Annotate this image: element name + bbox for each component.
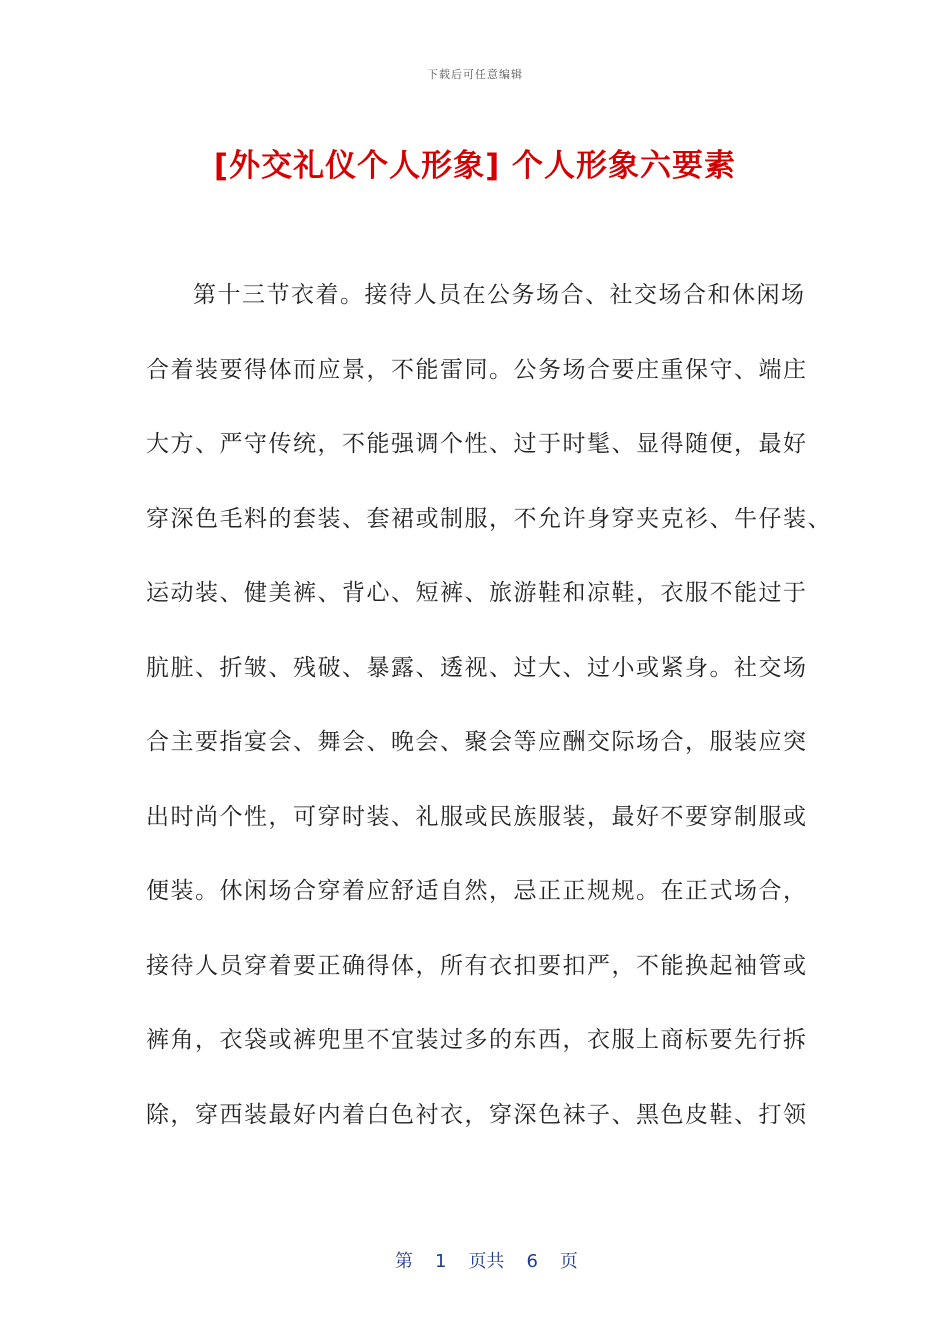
footer-prefix: 第 (394, 1251, 413, 1272)
body-line: 第十三节衣着。接待人员在公务场合、社交场合和休闲场 (193, 282, 806, 308)
body-line: 出时尚个性，可穿时装、礼服或民族服装，最好不要穿制服或 (146, 803, 808, 830)
body-line: 接待人员穿着要正确得体，所有衣扣要扣严，不能换起袖管或 (146, 952, 808, 979)
document-body (146, 275, 832, 1169)
body-line: 合着装要得体而应景，不能雷同。公务场合要庄重保守、端庄 (146, 356, 808, 383)
footer-middle: 页共 (468, 1251, 505, 1272)
footer-suffix: 页 (559, 1251, 578, 1272)
body-line: 大方、严守传统，不能强调个性、过于时髦、显得随便，最好 (146, 431, 808, 457)
body-line: 运动装、健美裤、背心、短裤、旅游鞋和凉鞋，衣服不能过于 (146, 580, 808, 606)
body-line: 便装。休闲场合穿着应舒适自然，忌正正规规。在正式场合， (146, 878, 808, 904)
body-line: 除，穿西装最好内着白色衬衣，穿深色袜子、黑色皮鞋、打领 (146, 1101, 808, 1128)
footer-total-pages: 6 (526, 1251, 538, 1272)
body-line: 肮脏、折皱、残破、暴露、透视、过大、过小或紧身。社交场 (146, 654, 808, 681)
page-footer (0, 1226, 950, 1294)
footer-page-number: 1 (434, 1251, 447, 1272)
document-title: [外交礼仪个人形象] 个人形象六要素 (213, 148, 737, 184)
header-note: 下载后可任意编辑 (427, 68, 523, 81)
body-line: 裤角，衣袋或裤兜里不宜装过多的东西，衣服上商标要先行拆 (146, 1027, 808, 1053)
body-line: 穿深色毛料的套装、套裙或制服，不允许身穿夹克衫、牛仔装、 (146, 505, 832, 532)
body-line: 合主要指宴会、舞会、晚会、聚会等应酬交际场合，服装应突 (146, 729, 808, 755)
